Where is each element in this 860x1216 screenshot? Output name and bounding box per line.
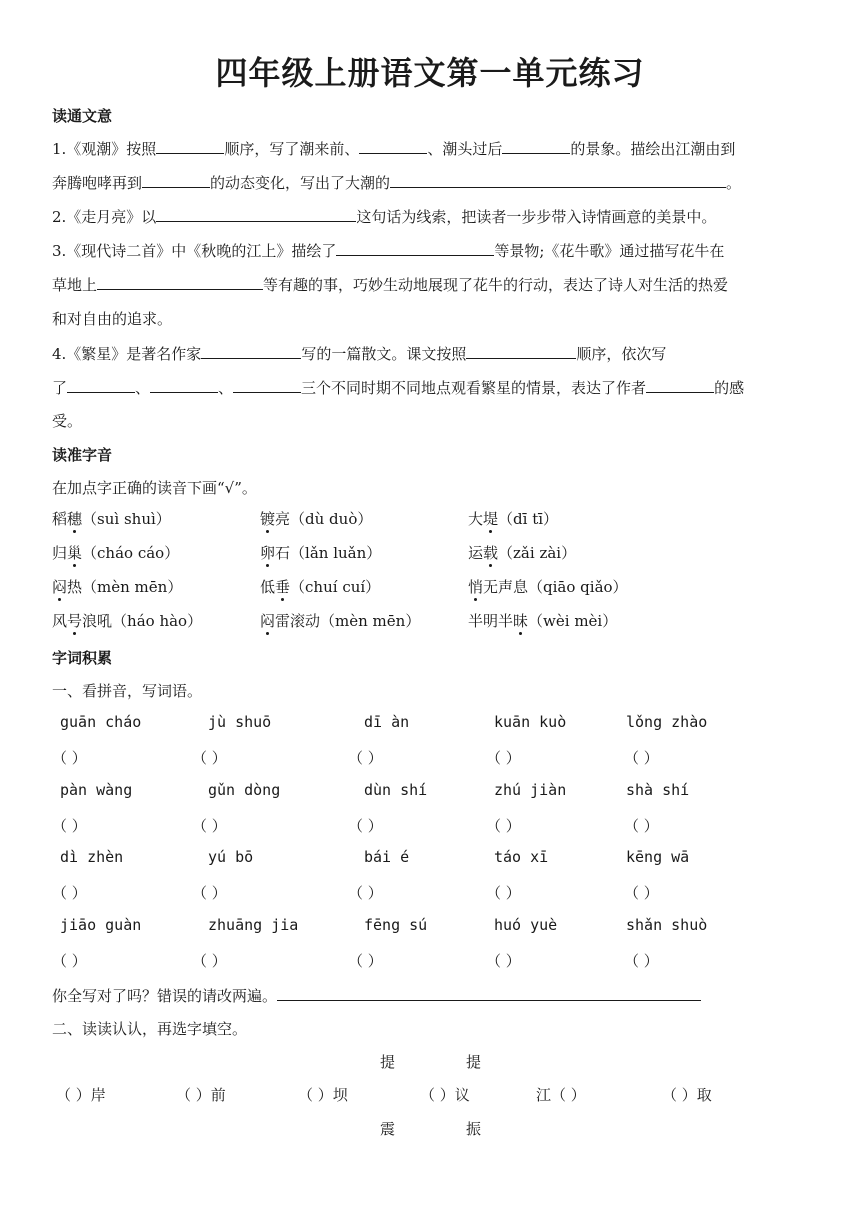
- pronunciation-item[interactable]: 悄无声息（qiāo qiǎo）: [468, 578, 628, 596]
- pinyin-label: bái é: [364, 848, 410, 866]
- dotted-char: 镀: [260, 510, 276, 528]
- reading-options: （qiāo qiǎo）: [528, 578, 628, 596]
- reading-options: （dī tī）: [498, 510, 559, 528]
- answer-blank[interactable]: [67, 377, 135, 393]
- dotted-char: 昧: [513, 612, 529, 630]
- answer-blank[interactable]: [156, 206, 356, 222]
- pinyin-label: zhú jiàn: [494, 781, 567, 799]
- dotted-char: 闷: [260, 612, 276, 630]
- pronunciation-item[interactable]: 大堤（dī tī）: [468, 510, 559, 528]
- pronunciation-item[interactable]: 镀亮（dù duò）: [260, 510, 373, 528]
- pinyin-label: guān cháo: [60, 713, 142, 731]
- word-answer-box[interactable]: （ ）: [486, 952, 521, 970]
- question-4-line-2: 了 、 、 三个不同时期不同地点观看繁星的情景，表达了作者 的感: [52, 379, 745, 397]
- pronunciation-item[interactable]: 闷热（mèn mēn）: [52, 578, 183, 596]
- pinyin-label: pàn wàng: [60, 781, 133, 799]
- pinyin-label: kuān kuò: [494, 713, 567, 731]
- word-answer-box[interactable]: （ ）: [624, 884, 659, 902]
- pinyin-label: kēng wā: [626, 848, 690, 866]
- reading-options: （cháo cáo）: [82, 544, 180, 562]
- word-answer-box[interactable]: （ ）: [486, 817, 521, 835]
- dotted-char: 悄: [468, 578, 484, 596]
- word-answer-box[interactable]: （ ）: [624, 817, 659, 835]
- answer-blank[interactable]: [646, 377, 714, 393]
- dotted-char: 垂: [275, 578, 291, 596]
- reading-options: （dù duò）: [290, 510, 373, 528]
- pronunciation-item[interactable]: 闷雷滚动（mèn mēn）: [260, 612, 421, 630]
- fill-in-item[interactable]: （ ）坝: [298, 1086, 348, 1104]
- pinyin-label: dī àn: [364, 713, 410, 731]
- pronunciation-item[interactable]: 稻穗（suì shuì）: [52, 510, 171, 528]
- dotted-char: 巢: [67, 544, 83, 562]
- choice-char: 振: [466, 1120, 482, 1138]
- question-3-line-2: 草地上 等有趣的事，巧妙生动地展现了花牛的行动，表达了诗人对生活的热爱: [52, 276, 729, 294]
- word-answer-box[interactable]: （ ）: [52, 952, 87, 970]
- reading-options: （mèn mēn）: [82, 578, 183, 596]
- reading-options: （háo hào）: [112, 612, 203, 630]
- part-1-heading: 一、看拼音，写词语。: [52, 682, 203, 700]
- pinyin-label: shà shí: [626, 781, 690, 799]
- dotted-char: 载: [483, 544, 499, 562]
- pronunciation-instruction: 在加点字正确的读音下画“√”。: [52, 479, 257, 497]
- pinyin-label: yú bō: [208, 848, 254, 866]
- word-answer-box[interactable]: （ ）: [486, 749, 521, 767]
- correction-prompt: 你全写对了吗？错误的请改两遍。: [52, 985, 701, 1006]
- answer-blank[interactable]: [502, 138, 570, 154]
- pronunciation-item[interactable]: 运载（zǎi zài）: [468, 544, 577, 562]
- reading-options: （chuí cuí）: [290, 578, 381, 596]
- word-answer-box[interactable]: （ ）: [348, 749, 383, 767]
- word-answer-box[interactable]: （ ）: [624, 952, 659, 970]
- word-answer-box[interactable]: （ ）: [624, 749, 659, 767]
- word-answer-box[interactable]: （ ）: [52, 884, 87, 902]
- choice-char: 震: [380, 1120, 396, 1138]
- pinyin-label: jù shuō: [208, 713, 272, 731]
- pinyin-label: fēng sú: [364, 916, 428, 934]
- choice-char: 提: [380, 1053, 396, 1071]
- page-title: 四年级上册语文第一单元练习: [215, 54, 645, 92]
- pinyin-label: jiāo guàn: [60, 916, 142, 934]
- answer-blank[interactable]: [150, 377, 218, 393]
- dotted-char: 号: [67, 612, 83, 630]
- pinyin-label: shǎn shuò: [626, 916, 708, 934]
- answer-blank[interactable]: [390, 172, 726, 188]
- answer-blank[interactable]: [359, 138, 427, 154]
- answer-blank[interactable]: [233, 377, 301, 393]
- answer-blank[interactable]: [142, 172, 210, 188]
- dotted-char: 穗: [67, 510, 83, 528]
- question-4-line-1: 4.《繁星》是著名作家 写的一篇散文。课文按照 顺序，依次写: [52, 345, 667, 363]
- section-heading-words: 字词积累: [52, 649, 113, 667]
- pronunciation-item[interactable]: 低垂（chuí cuí）: [260, 578, 381, 596]
- section-heading-read: 读通文意: [52, 107, 113, 125]
- reading-options: （wèi mèi）: [528, 612, 618, 630]
- answer-blank[interactable]: [201, 343, 301, 359]
- dotted-char: 卵: [260, 544, 276, 562]
- choice-char: 提: [466, 1053, 482, 1071]
- reading-options: （zǎi zài）: [498, 544, 577, 562]
- answer-blank[interactable]: [336, 240, 494, 256]
- question-1-line-1: 1.《观潮》按照 顺序，写了潮来前、 、潮头过后 的景象。描绘出江潮由到: [52, 140, 736, 158]
- pronunciation-item[interactable]: 卵石（lǎn luǎn）: [260, 544, 382, 562]
- pronunciation-item[interactable]: 半明半昧（wèi mèi）: [468, 612, 618, 630]
- word-answer-box[interactable]: （ ）: [52, 749, 87, 767]
- pronunciation-item[interactable]: 风号浪吼（háo hào）: [52, 612, 203, 630]
- section-heading-pronunciation: 读准字音: [52, 446, 113, 464]
- correction-line[interactable]: [277, 985, 701, 1001]
- reading-options: （lǎn luǎn）: [290, 544, 382, 562]
- pronunciation-item[interactable]: 归巢（cháo cáo）: [52, 544, 180, 562]
- question-4-line-3: 受。: [52, 412, 83, 430]
- word-answer-box[interactable]: （ ）: [52, 817, 87, 835]
- word-answer-box[interactable]: （ ）: [348, 952, 383, 970]
- question-1-line-2: 奔腾咆哮再到 的动态变化，写出了大潮的 。: [52, 174, 742, 192]
- pinyin-label: táo xī: [494, 848, 549, 866]
- question-2: 2.《走月亮》以 这句话为线索，把读者一步步带入诗情画意的美景中。: [52, 208, 717, 226]
- answer-blank[interactable]: [156, 138, 224, 154]
- word-answer-box[interactable]: （ ）: [192, 749, 227, 767]
- pinyin-label: dùn shí: [364, 781, 428, 799]
- word-answer-box[interactable]: （ ）: [192, 884, 227, 902]
- pinyin-label: gǔn dòng: [208, 781, 281, 799]
- fill-in-item[interactable]: （ ）岸: [56, 1086, 106, 1104]
- part-2-heading: 二、读读认认，再选字填空。: [52, 1020, 248, 1038]
- pinyin-label: zhuāng jia: [208, 916, 299, 934]
- question-3-line-1: 3.《现代诗二首》中《秋晚的江上》描绘了 等景物;《花牛歌》通过描写花牛在: [52, 242, 725, 260]
- pinyin-label: dì zhèn: [60, 848, 124, 866]
- pinyin-label: huó yuè: [494, 916, 558, 934]
- word-answer-box[interactable]: （ ）: [348, 884, 383, 902]
- dotted-char: 堤: [483, 510, 499, 528]
- pinyin-label: lǒng zhào: [626, 713, 708, 731]
- answer-blank[interactable]: [466, 343, 576, 359]
- word-answer-box[interactable]: （ ）: [192, 952, 227, 970]
- reading-options: （mèn mēn）: [320, 612, 421, 630]
- word-answer-box[interactable]: （ ）: [486, 884, 521, 902]
- fill-in-item[interactable]: （ ）取: [662, 1086, 712, 1104]
- word-answer-box[interactable]: （ ）: [348, 817, 383, 835]
- answer-blank[interactable]: [97, 274, 263, 290]
- question-3-line-3: 和对自由的追求。: [52, 310, 173, 328]
- word-answer-box[interactable]: （ ）: [192, 817, 227, 835]
- dotted-char: 闷: [52, 578, 68, 596]
- fill-in-item[interactable]: 江（ ）: [536, 1086, 586, 1104]
- fill-in-item[interactable]: （ ）前: [176, 1086, 226, 1104]
- reading-options: （suì shuì）: [82, 510, 171, 528]
- fill-in-item[interactable]: （ ）议: [420, 1086, 470, 1104]
